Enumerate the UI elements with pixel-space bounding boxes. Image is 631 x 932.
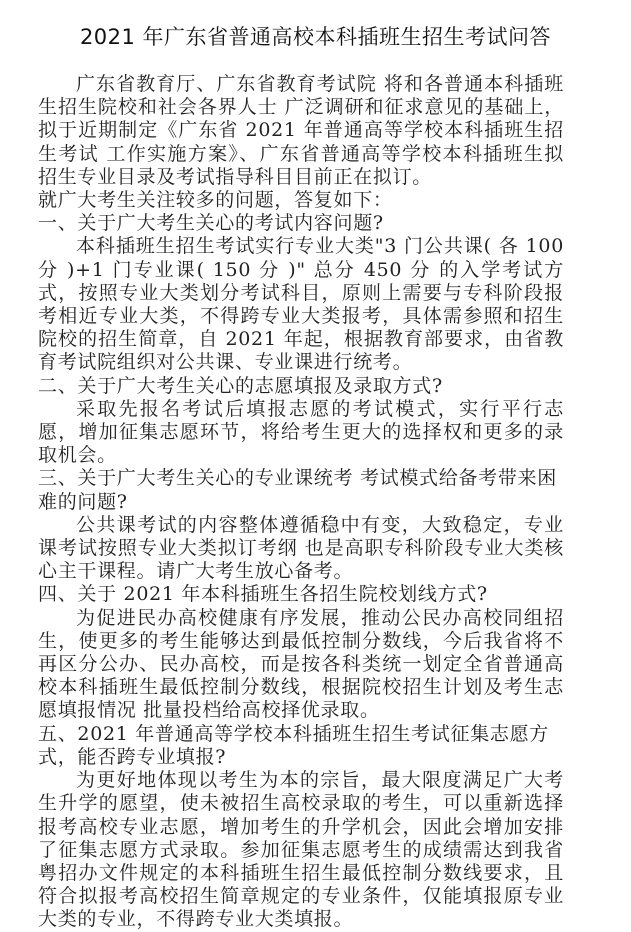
answer-1: 本科插班生招生考试实行专业大类"3 门公共课( 各 100 分 )+1 门专业课( 150 分 )" 总分 450 分 的入学考试方式，按照专业大类划分考试科目，原则上需要与专科阶段报考相近专业大类，不得跨专业大类报考，具体需参照和招生院校的招生简章，自 2021 年起，根据教育部要求，由省教育考试院组织对公共课、专业课进行统考。 — [38, 235, 564, 374]
question-5: 五、2021 年普通高等学校本科插班生招生考试征集志愿方式，能否跨专业填报? — [38, 722, 549, 768]
answer-5: 为更好地体现以考生为本的宗旨，最大限度满足广大考生升学的愿望，使未被招生高校录取的考生，可以重新选择报考高校专业志愿，增加考生的升学机会，因此会增加安排了征集志愿方式录取。参加征集志愿考生的成绩需达到我省粤招办文件规定的本科插班生招生最低控制分数线要求，且符合拟报考高校招生简章规定的专业条件，仅能填报原专业大类的专业，不得跨专业大类填报。 — [38, 769, 564, 931]
question-1: 一、关于广大考生关心的考试内容问题? — [38, 212, 384, 235]
document-body — [38, 73, 564, 932]
answer-4: 为促进民办高校健康有序发展，推动公民办高校同组招生，使更多的考生能够达到最低控制分数线，今后我省将不再区分公办、民办高校，而是按各科类统一划定全省普通高校本科插班生最低控制分数线，根据院校招生计划及考生志愿填报情况 批量投档给高校择优录取。 — [38, 606, 564, 722]
document-title: 2021 年广东省普通高校本科插班生招生考试问答 — [79, 25, 552, 49]
question-4: 四、关于 2021 年本科插班生各招生院校划线方式? — [38, 583, 488, 606]
lead-paragraph: 就广大考生关注较多的问题，答复如下： — [38, 189, 393, 212]
answer-3: 公共课考试的内容整体遵循稳中有变，大致稳定，专业课考试按照专业大类拟订考纲 也是高职专科阶段专业大类核心主干课程。请广大考生放心备考。 — [38, 513, 564, 583]
question-2: 二、关于广大考生关心的志愿填报及录取方式? — [38, 374, 443, 397]
question-3: 三、关于广大考生关心的专业课统考 考试模式给备考带来困难的问题? — [38, 467, 557, 513]
answer-2: 采取先报名考试后填报志愿的考试模式，实行平行志愿，增加征集志愿环节，将给考生更大的选择权和更多的录取机会。 — [38, 397, 564, 467]
intro-paragraph: 广东省教育厅、广东省教育考试院 将和各普通本科插班生招生院校和社会各界人士 广泛调研和征求意见的基础上，拟于近期制定《广东省 2021 年普通高等学校本科插班生招生考试 工作实施方案》、广东省普通高等学校本科插班生拟招生专业目录及考试指导科目目前正在拟订。 — [38, 73, 564, 188]
